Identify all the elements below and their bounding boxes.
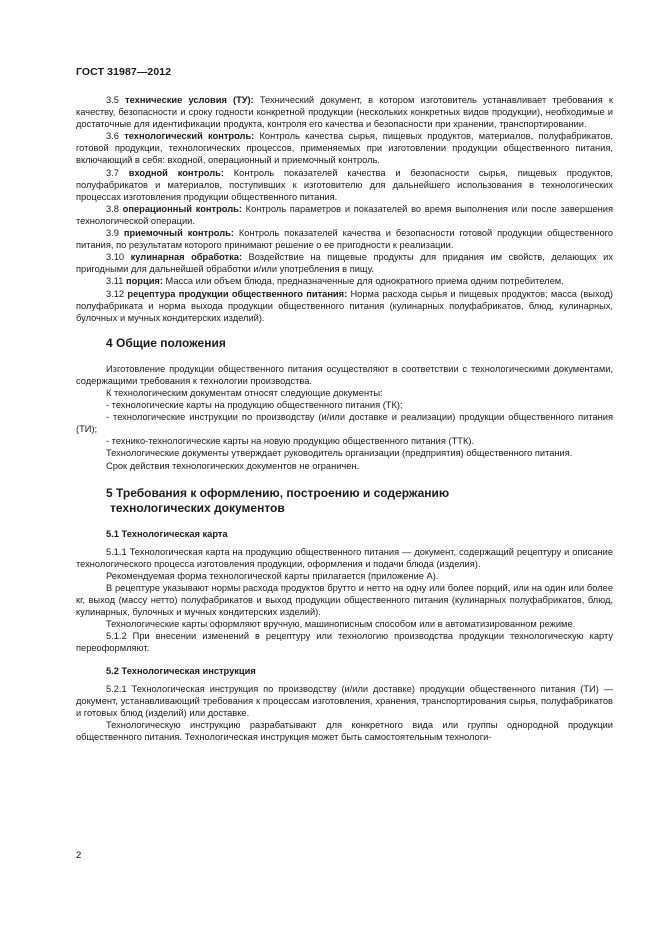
paragraph: 5.1.1 Технологическая карта на продукцию общественного питания — документ, содержащий рецептуру и описание технологического процесса изготовления продукции, оформления и подачи блюда (изделия). (76, 546, 613, 569)
section-5-heading-line2: технологических документов (110, 500, 285, 515)
section-4-body (76, 363, 613, 472)
definition-number: 3.6 (106, 131, 119, 142)
definition-term: кулинарная обработка: (130, 252, 243, 263)
definition-item (76, 227, 613, 251)
definition-term: входной контроль: (128, 167, 224, 178)
definition-item (76, 203, 613, 227)
paragraph: В рецептуре указывают нормы расхода продуктов брутто и нетто на одну или более порций, или на один или более кг, выход (массу нетто) полуфабрикатов и выход продукции общественного питания (кулинарных полуфабрикатов, блюд, кулинарных, булочных и мучных кондитерских изделий). (76, 583, 613, 618)
definition-text: Контроль показателей качества и безопасности сырья, пищевых продуктов, полуфабрикатов и материалов, поступивших к изготовителю для дальнейшего использования в технологических процессах изготовления продукции общественного питания. (76, 167, 613, 202)
paragraph: 5.1.2 При внесении изменений в рецептуру или технологию производства продукции технологическую карту переоформляют. (76, 631, 613, 654)
paragraph: Технологические карты оформляют вручную, машинописным способом или в автоматизированном режиме. (106, 619, 576, 630)
paragraph: 5.2.1 Технологическая инструкция по производству (и/или доставке) продукции общественного питания (ТИ) — документ, устанавливающий требования к процессам изготовления, хранения, транспортирования сырья, полуфабрикатов и готовых блюд (изделий) или доставке. (76, 683, 613, 718)
subsection-5-1-heading: 5.1 Технологическая карта (106, 528, 228, 539)
paragraph: - технико-технологические карты на новую продукцию общественного питания (ТТК). (106, 436, 475, 447)
paragraph: К технологическим документам относят следующие документы: (106, 387, 383, 398)
paragraph: - технологические карты на продукцию общественного питания (ТК); (106, 400, 403, 411)
definition-term: порция: (126, 276, 163, 287)
definition-text: Контроль качества сырья, пищевых продуктов, материалов, полуфабрикатов, готовой продукции, технологических процессов, применяемых при изготовлении продукции общественного питания, включающий в себя: входной, операционный и приемочный контроль. (76, 131, 614, 166)
definition-item (76, 251, 613, 275)
definition-term: приемочный контроль: (123, 228, 234, 239)
section-5-heading-line1: 5 Требования к оформлению, построению и содержанию (106, 485, 450, 500)
subsection-5-2-body (76, 683, 613, 743)
definition-text: Воздействие на пищевые продукты для придания им свойств, делающих их пригодными для дальнейшей обработки и/или употребления в пищу. (76, 252, 613, 275)
paragraph: Срок действия технологических документов не ограничен. (106, 460, 360, 471)
definition-text: Масса или объем блюда, предназначенные для однократного приема одним потребителем. (162, 276, 564, 287)
definition-number: 3.5 (106, 95, 119, 105)
definition-number: 3.9 (106, 228, 119, 239)
definition-text: Контроль показателей качества и безопасности готовой продукции общественного питания, по результатам которого принимают решение о ее пригодности к реализации. (76, 228, 613, 251)
subsection-5-1-body (76, 546, 613, 655)
paragraph: - технологические инструкции по производству (и/или доставке и реализации) продукции общественного питания (ТИ); (76, 412, 613, 435)
definition-item (76, 94, 613, 130)
definition-item (76, 130, 613, 166)
definition-item (76, 288, 613, 324)
definition-number: 3.10 (106, 252, 125, 263)
paragraph: Изготовление продукции общественного питания осуществляют в соответствии с технологическими документами, содержащими требования к технологии производства. (76, 363, 613, 386)
page-number: 2 (76, 850, 82, 861)
paragraph: Технологические документы утверждает руководитель организации (предприятия) общественного питания. (106, 448, 573, 459)
definition-term: операционный контроль: (122, 203, 242, 214)
subsection-5-2-heading: 5.2 Технологическая инструкция (106, 665, 256, 676)
definitions-list (76, 94, 613, 324)
paragraph: Рекомендуемая форма технологической карты прилагается (приложение А). (106, 570, 439, 581)
definition-text: Контроль параметров и показателей во время выполнения или после завершения технологической операции. (76, 203, 613, 226)
definition-term: рецептура продукции общественного питания: (127, 288, 348, 299)
paragraph: Технологическую инструкцию разрабатывают для конкретного вида или группы однородной продукции общественного питания. Технологическая инструкция может быть самостоятельным технологи- (76, 719, 613, 743)
definition-item (76, 167, 613, 203)
definition-text: Технический документ, в котором изготовитель устанавливает требования к качеству, безопасности и сроку годности конкретной продукции (нескольких конкретных видов продукции), необходимые и достаточные для идентификации продукта, контроля его качества и безопасности при хранении, транспортировании. (76, 95, 613, 130)
definition-term: технические условия (ТУ): (125, 95, 254, 105)
definition-text: Норма расхода сырья и пищевых продуктов; масса (выход) полуфабриката и норма выхода продукции общественного питания (кулинарных полуфабрикатов, блюд, кулинарных, булочных и мучных кондитерских изделий). (76, 288, 613, 323)
document-code: ГОСТ 31987—2012 (76, 66, 172, 78)
definition-item (76, 275, 613, 287)
page-content (76, 94, 613, 743)
definition-term: технологический контроль: (124, 131, 255, 142)
definition-number: 3.12 (106, 288, 125, 299)
section-4-heading: 4 Общие положения (106, 335, 226, 350)
definition-number: 3.11 (106, 276, 124, 287)
section-5-heading (76, 486, 613, 516)
definition-number: 3.8 (106, 203, 119, 214)
definition-number: 3.7 (106, 167, 119, 178)
